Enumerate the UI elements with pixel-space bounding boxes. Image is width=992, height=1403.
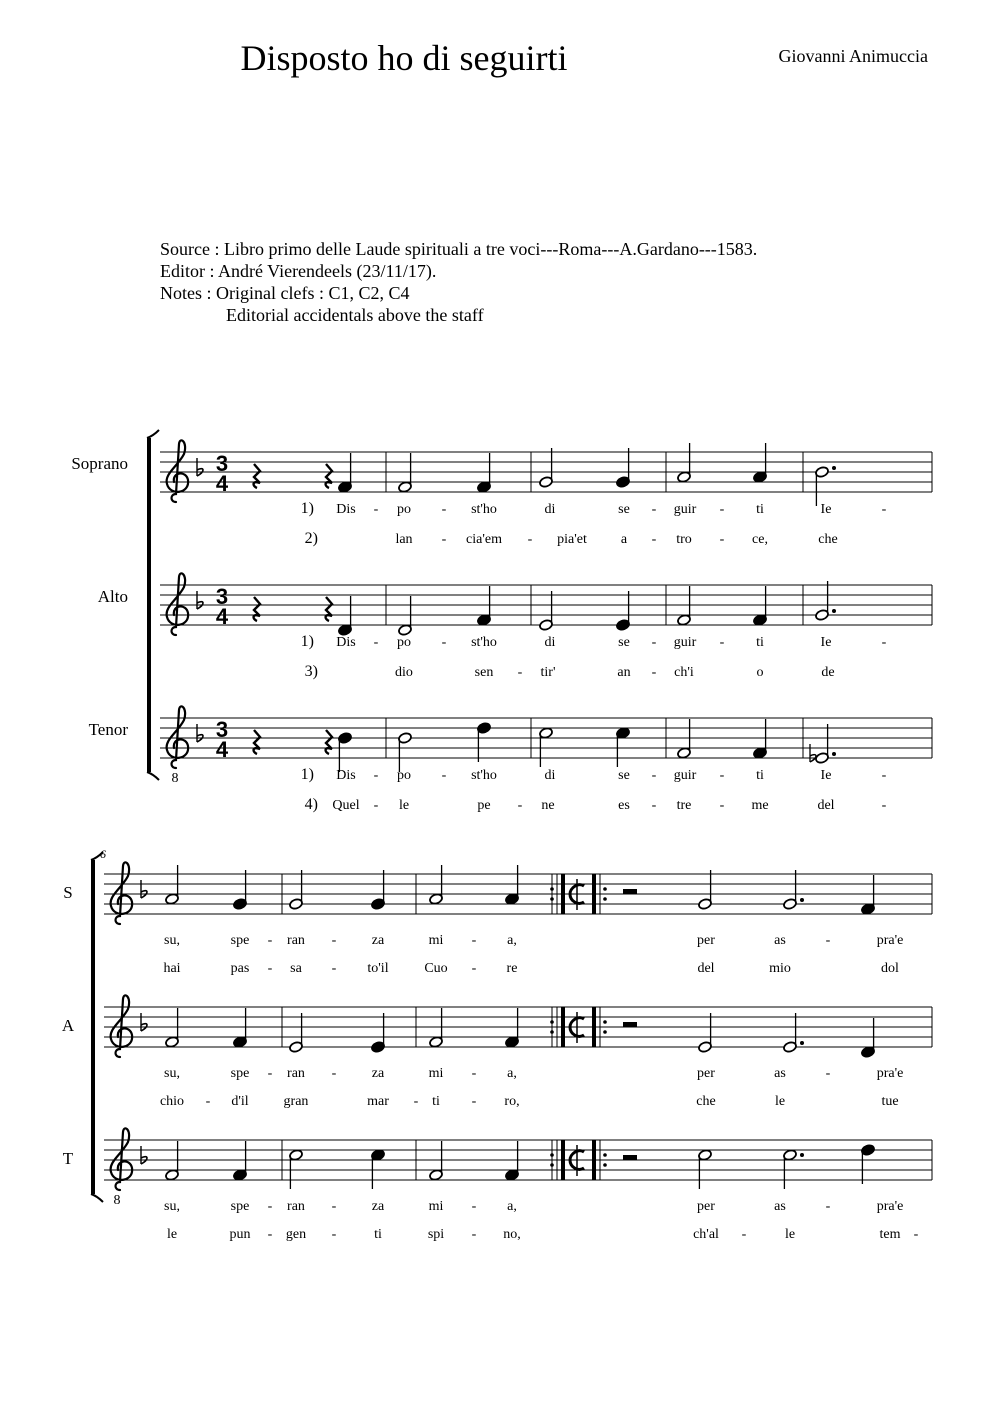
lyric-syllable: -: [881, 502, 887, 517]
lyric-syllable: sa: [290, 961, 302, 976]
time-signature: [216, 584, 229, 629]
quarter-note: [233, 1008, 248, 1048]
lyric-syllable: di: [544, 635, 556, 650]
lyric-syllable: ran: [287, 1199, 305, 1214]
voice-1: [62, 995, 932, 1109]
system-2: [62, 847, 932, 1242]
quarter-note: [505, 1141, 520, 1181]
lyric-syllable: ro,: [504, 1094, 520, 1109]
quarter-rest-icon: [254, 464, 260, 488]
half-note: [165, 1141, 180, 1181]
lyric-syllable: del: [697, 961, 715, 976]
time-signature: [216, 451, 229, 496]
flat-icon: [197, 591, 203, 609]
lyric-syllable: guir: [673, 502, 697, 517]
lyric-syllable: tem: [879, 1227, 901, 1242]
quarter-note: [371, 870, 386, 910]
lyric-syllable: ti: [374, 1227, 382, 1242]
lyric-syllable: po: [397, 768, 411, 783]
lyric-syllable: guir: [673, 768, 697, 783]
lyric-syllable: -: [331, 1066, 337, 1081]
lyric-syllable: a,: [507, 1066, 517, 1081]
octave-marker: 8: [113, 1193, 121, 1208]
lyric-syllable: Cuo: [424, 961, 448, 976]
half-note: [165, 865, 180, 905]
lyric-syllable: -: [719, 768, 725, 783]
lyric-syllable: su,: [164, 1066, 180, 1081]
lyric-syllable: le: [398, 798, 410, 813]
half-note: [698, 870, 713, 910]
treble-clef-icon: [167, 706, 189, 768]
lyric-syllable: to'il: [367, 961, 389, 976]
lyric-syllable: d'il: [231, 1094, 249, 1109]
lyric-syllable: ran: [287, 1066, 305, 1081]
voice-label: Alto: [97, 587, 128, 606]
quarter-note: [233, 1141, 248, 1181]
lyric-syllable: -: [373, 635, 379, 650]
treble-clef-icon: [111, 995, 133, 1057]
lyric-syllable: se: [618, 768, 630, 783]
half-note: [698, 1013, 713, 1053]
system-bracket: [91, 852, 103, 1202]
lyric-syllable: -: [267, 961, 273, 976]
quarter-note: [477, 722, 492, 762]
lyric-syllable: ne: [541, 798, 555, 813]
quarter-rest-icon: [326, 464, 332, 488]
lyric-syllable: le: [784, 1227, 796, 1242]
quarter-rest-icon: [326, 730, 332, 754]
lyric-syllable: tre: [676, 798, 692, 813]
verse-number: 3): [304, 663, 318, 680]
lyric-syllable: guir: [673, 635, 697, 650]
lyric-syllable: che: [696, 1094, 716, 1109]
lyric-syllable: -: [267, 1066, 273, 1081]
lyric-syllable: o: [756, 665, 764, 680]
lyric-syllable: -: [413, 1094, 419, 1109]
lyric-syllable: as: [774, 1199, 786, 1214]
half-note: [429, 1141, 444, 1181]
half-note: [677, 719, 692, 759]
verse-number: 2): [304, 530, 318, 547]
lyric-syllable: -: [331, 1227, 337, 1242]
half-rest-icon: [623, 889, 637, 894]
half-note: [289, 1149, 304, 1189]
lyric-syllable: ti: [432, 1094, 440, 1109]
voice-2: [89, 706, 932, 813]
lyric-syllable: di: [544, 502, 556, 517]
lyric-syllable: per: [697, 1066, 715, 1081]
lyric-syllable: pe: [477, 798, 491, 813]
lyric-syllable: -: [517, 798, 523, 813]
page-title: Disposto ho di seguirti: [240, 38, 568, 78]
octave-marker: 8: [171, 771, 179, 786]
lyric-syllable: po: [397, 502, 411, 517]
lyric-syllable: le: [166, 1227, 178, 1242]
lyric-syllable: pra'e: [876, 1199, 904, 1214]
lyric-syllable: tir': [540, 665, 556, 680]
clefs-line: Notes : Original clefs : C1, C2, C4: [160, 283, 410, 303]
lyric-syllable: mi: [428, 1199, 444, 1214]
lyric-syllable: a: [620, 532, 628, 547]
lyric-syllable: me: [751, 798, 769, 813]
lyric-syllable: ch'al: [693, 1227, 719, 1242]
lyric-syllable: spe: [230, 1199, 250, 1214]
lyric-syllable: po: [397, 635, 411, 650]
lyric-syllable: -: [719, 532, 725, 547]
lyric-syllable: Dis: [336, 635, 356, 650]
lyric-syllable: -: [331, 933, 337, 948]
dotted-half-note: [783, 1149, 804, 1189]
lyric-syllable: pra'e: [876, 1066, 904, 1081]
lyric-syllable: gen: [285, 1227, 307, 1242]
lyric-syllable: -: [471, 1094, 477, 1109]
lyric-syllable: che: [818, 532, 838, 547]
lyric-syllable: -: [331, 961, 337, 976]
lyric-syllable: spe: [230, 933, 250, 948]
voice-0: [71, 440, 932, 547]
flat-icon: [141, 1013, 147, 1031]
quarter-note: [753, 443, 768, 483]
half-note: [289, 1013, 304, 1053]
lyric-syllable: ti: [756, 635, 764, 650]
svg-text:4: 4: [215, 471, 229, 496]
lyric-syllable: chio: [159, 1094, 185, 1109]
voice-2: [63, 1128, 932, 1242]
lyric-syllable: -: [527, 532, 533, 547]
quarter-note: [616, 448, 631, 488]
quarter-note: [753, 586, 768, 626]
lyric-syllable: su,: [164, 1199, 180, 1214]
lyric-syllable: -: [651, 502, 657, 517]
lyric-syllable: tro: [676, 532, 692, 547]
lyric-syllable: no,: [503, 1227, 521, 1242]
quarter-note: [616, 727, 631, 767]
quarter-note: [861, 1018, 876, 1058]
editor-line: Editor : André Vierendeels (23/11/17).: [160, 261, 437, 281]
half-note: [398, 732, 413, 772]
voice-label: A: [61, 1016, 75, 1035]
flat-icon: [141, 880, 147, 898]
lyric-syllable: su,: [164, 933, 180, 948]
lyric-syllable: mar: [367, 1094, 389, 1109]
lyric-syllable: -: [441, 768, 447, 783]
lyric-syllable: -: [267, 1199, 273, 1214]
lyric-syllable: pun: [229, 1227, 251, 1242]
lyric-syllable: -: [441, 635, 447, 650]
lyric-syllable: -: [719, 798, 725, 813]
lyric-syllable: -: [267, 1227, 273, 1242]
lyric-syllable: st'ho: [471, 635, 497, 650]
lyric-syllable: as: [774, 933, 786, 948]
verse-number: 1): [300, 633, 314, 650]
lyric-syllable: Ie: [820, 635, 832, 650]
half-note: [677, 443, 692, 483]
lyric-syllable: Quel: [332, 798, 360, 813]
lyric-syllable: -: [825, 1199, 831, 1214]
half-note: [539, 591, 554, 631]
lyric-syllable: -: [881, 768, 887, 783]
verse-number: 4): [304, 796, 318, 813]
lyric-syllable: st'ho: [471, 502, 497, 517]
quarter-note: [338, 732, 353, 772]
lyric-syllable: Dis: [336, 502, 356, 517]
verse-number: 1): [300, 500, 314, 517]
quarter-note: [616, 591, 631, 631]
quarter-note: [505, 1008, 520, 1048]
quarter-note: [371, 1013, 386, 1053]
system-bracket: [147, 430, 159, 780]
half-rest-icon: [623, 1155, 637, 1160]
lyric-syllable: spe: [230, 1066, 250, 1081]
lyric-syllable: -: [651, 768, 657, 783]
lyric-syllable: de: [821, 665, 835, 680]
quarter-note: [753, 719, 768, 759]
half-note: [698, 1149, 713, 1189]
lyric-syllable: a,: [507, 1199, 517, 1214]
quarter-note: [477, 453, 492, 493]
lyric-syllable: -: [471, 1066, 477, 1081]
lyric-syllable: -: [373, 768, 379, 783]
svg-text:4: 4: [215, 737, 229, 762]
half-note: [289, 870, 304, 910]
quarter-rest-icon: [254, 730, 260, 754]
lyric-syllable: pas: [230, 961, 250, 976]
lyric-syllable: -: [719, 635, 725, 650]
lyric-syllable: se: [618, 502, 630, 517]
quarter-rest-icon: [254, 597, 260, 621]
voice-label: T: [62, 1149, 74, 1168]
lyric-syllable: -: [741, 1227, 747, 1242]
half-rest-icon: [623, 1022, 637, 1027]
lyric-syllable: a,: [507, 933, 517, 948]
half-note: [398, 596, 413, 636]
quarter-rest-icon: [326, 597, 332, 621]
lyric-syllable: za: [371, 1066, 385, 1081]
quarter-note: [861, 875, 876, 915]
quarter-note: [371, 1149, 386, 1189]
lyric-syllable: se: [618, 635, 630, 650]
lyric-syllable: per: [697, 1199, 715, 1214]
accidentals-line: Editorial accidentals above the staff: [226, 305, 484, 325]
lyric-syllable: -: [651, 635, 657, 650]
lyric-syllable: -: [267, 933, 273, 948]
half-note: [539, 448, 554, 488]
lyric-syllable: st'ho: [471, 768, 497, 783]
lyric-syllable: -: [373, 798, 379, 813]
half-note: [165, 1008, 180, 1048]
quarter-note: [505, 865, 520, 905]
lyric-syllable: le: [774, 1094, 786, 1109]
lyric-syllable: di: [544, 768, 556, 783]
lyric-syllable: ran: [287, 933, 305, 948]
voice-label: Soprano: [71, 454, 128, 473]
lyric-syllable: del: [817, 798, 835, 813]
lyric-syllable: pra'e: [876, 933, 904, 948]
lyric-syllable: -: [471, 1199, 477, 1214]
lyric-syllable: ti: [756, 502, 764, 517]
system-1: [71, 430, 932, 813]
quarter-note: [338, 453, 353, 493]
lyric-syllable: as: [774, 1066, 786, 1081]
voice-0: [63, 862, 932, 976]
staff-lines: [160, 585, 932, 625]
lyric-syllable: es: [618, 798, 630, 813]
lyric-syllable: hai: [163, 961, 181, 976]
lyric-syllable: tue: [881, 1094, 899, 1109]
lyric-syllable: pia'et: [557, 532, 587, 547]
svg-text:3: 3: [215, 584, 229, 609]
svg-text:4: 4: [215, 604, 229, 629]
lyric-syllable: gran: [283, 1094, 309, 1109]
half-note: [398, 453, 413, 493]
lyric-syllable: -: [913, 1227, 919, 1242]
treble-clef-icon: [167, 440, 189, 502]
quarter-note: [338, 596, 353, 636]
lyric-syllable: ch'i: [674, 665, 694, 680]
flat-icon: [197, 458, 203, 476]
flat-icon: [141, 1146, 147, 1164]
composer-name: Giovanni Animuccia: [778, 46, 928, 66]
lyric-syllable: dol: [881, 961, 899, 976]
lyric-syllable: dio: [395, 665, 413, 680]
lyric-syllable: per: [697, 933, 715, 948]
lyric-syllable: ce,: [752, 532, 768, 547]
lyric-syllable: -: [441, 502, 447, 517]
lyric-syllable: ti: [756, 768, 764, 783]
svg-text:3: 3: [215, 451, 229, 476]
lyric-syllable: -: [651, 798, 657, 813]
lyric-syllable: Ie: [820, 768, 832, 783]
lyric-syllable: -: [825, 1066, 831, 1081]
half-note: [429, 865, 444, 905]
measure-number: 6: [100, 847, 106, 861]
half-note: [539, 727, 554, 767]
lyric-syllable: -: [651, 532, 657, 547]
lyric-syllable: sen: [474, 665, 494, 680]
lyric-syllable: -: [881, 635, 887, 650]
lyric-syllable: re: [506, 961, 518, 976]
time-signature: [216, 717, 229, 762]
lyric-syllable: Dis: [336, 768, 356, 783]
voice-1: [98, 573, 932, 680]
lyric-syllable: -: [373, 502, 379, 517]
half-note: [677, 586, 692, 626]
lyric-syllable: mio: [769, 961, 791, 976]
treble-clef-icon: [111, 1128, 133, 1190]
svg-text:3: 3: [215, 717, 229, 742]
quarter-note: [861, 1144, 876, 1184]
voice-label: Tenor: [88, 720, 128, 739]
source-line: Source : Libro primo delle Laude spirituali a tre voci---Roma---A.Gardano---1583.: [160, 239, 758, 259]
lyric-syllable: -: [719, 502, 725, 517]
lyric-syllable: -: [825, 933, 831, 948]
voice-label: S: [63, 883, 73, 902]
lyric-syllable: -: [471, 1227, 477, 1242]
quarter-note: [477, 586, 492, 626]
lyric-syllable: za: [371, 1199, 385, 1214]
lyric-syllable: za: [371, 933, 385, 948]
flat-icon: [197, 724, 203, 742]
lyric-syllable: spi: [427, 1227, 445, 1242]
verse-number: 1): [300, 766, 314, 783]
lyric-syllable: mi: [428, 1066, 444, 1081]
lyric-syllable: an: [617, 665, 631, 680]
lyric-syllable: -: [471, 933, 477, 948]
lyric-syllable: -: [331, 1199, 337, 1214]
lyric-syllable: lan: [395, 532, 413, 547]
lyric-syllable: -: [205, 1094, 211, 1109]
quarter-note: [233, 870, 248, 910]
treble-clef-icon: [167, 573, 189, 635]
lyric-syllable: -: [651, 665, 657, 680]
lyric-syllable: -: [441, 532, 447, 547]
lyric-syllable: -: [517, 665, 523, 680]
lyric-syllable: -: [881, 798, 887, 813]
lyric-syllable: mi: [428, 933, 444, 948]
lyric-syllable: -: [471, 961, 477, 976]
lyric-syllable: Ie: [820, 502, 832, 517]
half-note: [429, 1008, 444, 1048]
treble-clef-icon: [111, 862, 133, 924]
lyric-syllable: cia'em: [466, 532, 502, 547]
